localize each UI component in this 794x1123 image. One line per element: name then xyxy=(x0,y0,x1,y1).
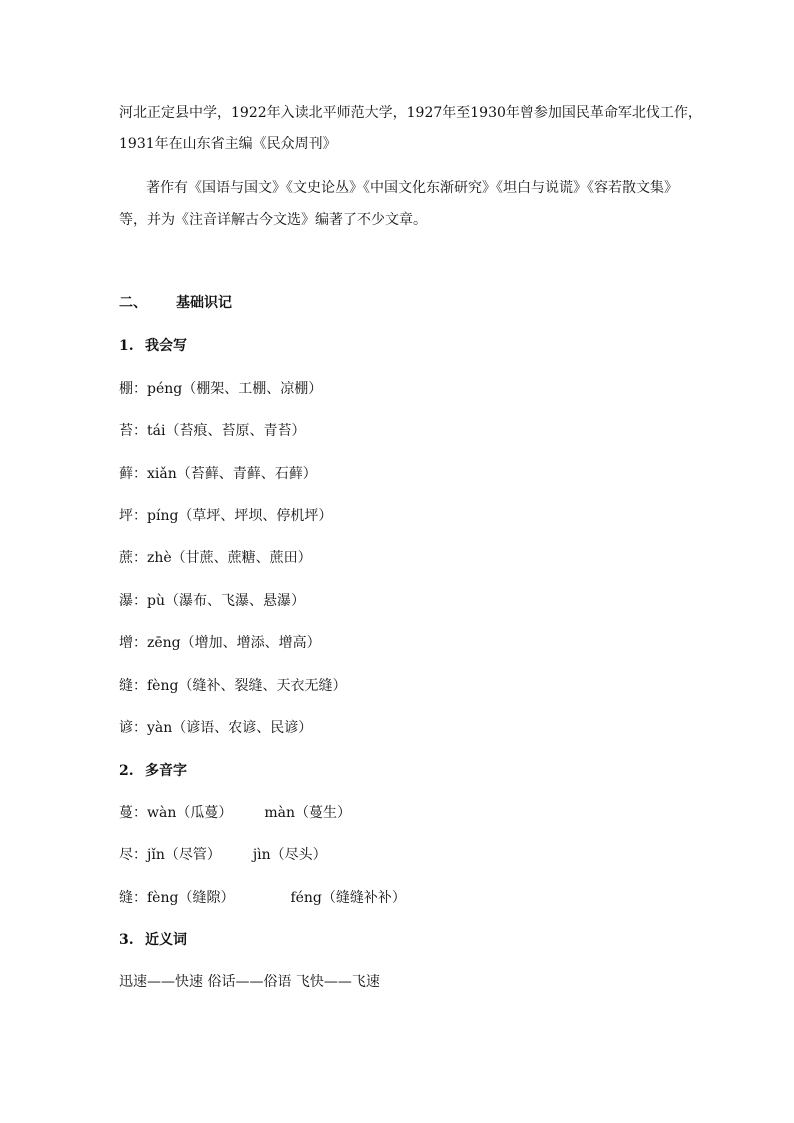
subsection-heading-3 xyxy=(119,931,187,949)
polyphone-reading-a: 蔓：wàn（瓜蔓） xyxy=(119,805,233,821)
write-item: 棚：péng（棚架、工棚、凉棚） xyxy=(119,381,323,397)
polyphone-reading-b: féng（缝缝补补） xyxy=(290,890,406,906)
polyphone-item xyxy=(119,804,351,822)
polyphone-item xyxy=(119,889,406,907)
subsection-heading-2 xyxy=(119,762,187,780)
synonym-line: 迅速——快速 俗话——俗语 飞快——飞速 xyxy=(119,974,380,990)
intro-line-2: 1931年在山东省主编《民众周刊》 xyxy=(119,136,337,152)
polyphone-reading-b: màn（蔓生） xyxy=(264,805,351,821)
subsection-number: 2. xyxy=(119,763,134,779)
subsection-title: 近义词 xyxy=(145,932,187,948)
subsection-number: 1. xyxy=(119,338,134,354)
section-title: 基础识记 xyxy=(176,295,232,311)
write-item: 藓：xiǎn（苔藓、青藓、石藓） xyxy=(119,466,317,482)
intro-line-4: 等，并为《注音详解古今文选》编著了不少文章。 xyxy=(119,212,427,228)
polyphone-reading-a: 缝：fèng（缝隙） xyxy=(119,890,235,906)
intro-line-3: 著作有《国语与国文》《文史论丛》《中国文化东渐研究》《坦白与说谎》《容若散文集》 xyxy=(146,180,678,196)
write-item: 蔗：zhè（甘蔗、蔗糖、蔗田） xyxy=(119,550,312,566)
write-item: 缝：fèng（缝补、裂缝、天衣无缝） xyxy=(119,678,347,694)
subsection-title: 我会写 xyxy=(145,338,187,354)
subsection-heading-1 xyxy=(119,337,187,355)
section-heading xyxy=(119,294,232,312)
section-number: 二、 xyxy=(119,295,147,311)
write-item: 瀑：pù（瀑布、飞瀑、悬瀑） xyxy=(119,593,305,609)
polyphone-item xyxy=(119,846,327,864)
subsection-title: 多音字 xyxy=(145,763,187,779)
write-item: 坪：píng（草坪、坪坝、停机坪） xyxy=(119,508,333,524)
write-item: 苔：tái（苔痕、苔原、青苔） xyxy=(119,423,306,439)
intro-line-1: 河北正定县中学，1922年入读北平师范大学，1927年至1930年曾参加国民革命军北伐工作， xyxy=(119,105,702,121)
polyphone-reading-a: 尽：jǐn（尽管） xyxy=(119,847,221,863)
write-item: 谚：yàn（谚语、农谚、民谚） xyxy=(119,720,313,736)
polyphone-reading-b: jìn（尽头） xyxy=(252,847,327,863)
write-item: 增：zēng（增加、增添、增高） xyxy=(119,635,321,651)
subsection-number: 3. xyxy=(119,932,134,948)
